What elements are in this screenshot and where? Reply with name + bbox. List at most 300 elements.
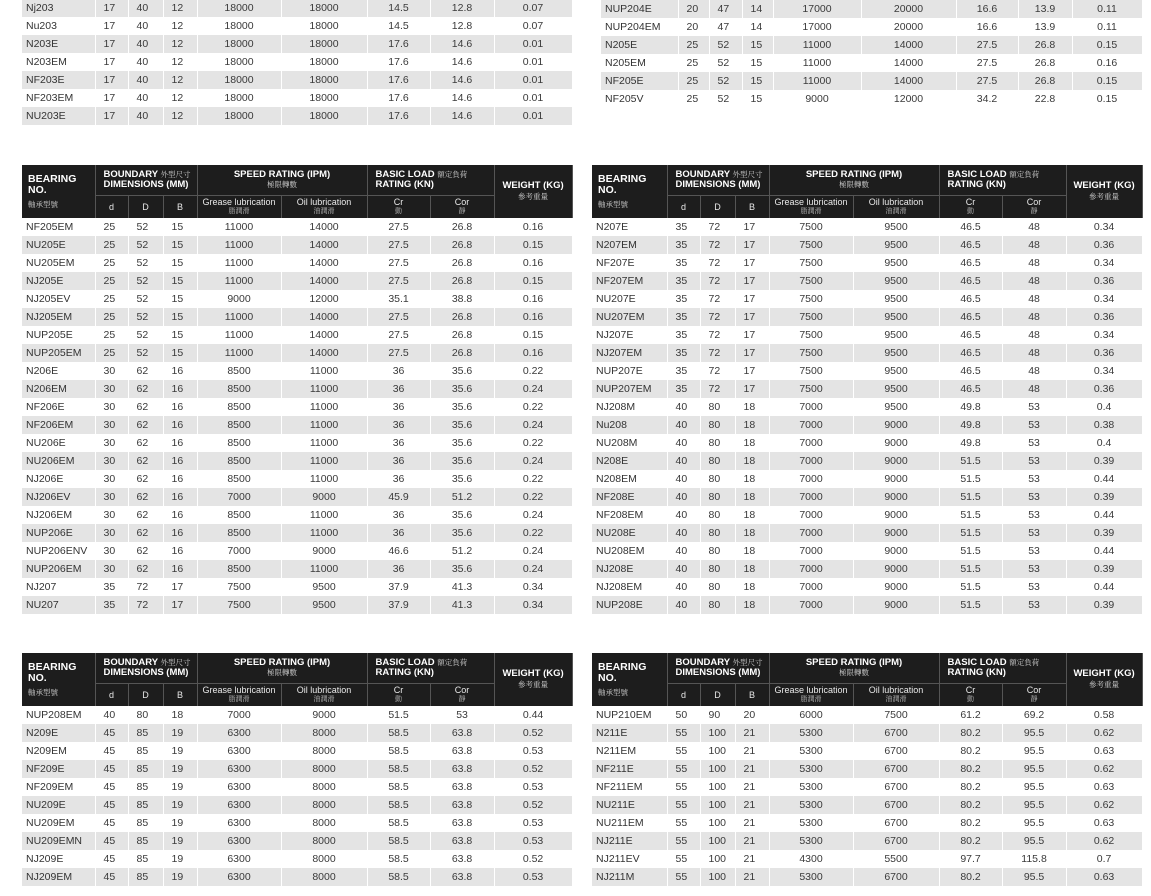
D-cell: 100 (700, 814, 735, 832)
cr-cell: 49.8 (939, 398, 1002, 416)
oil-speed-cell: 8000 (281, 814, 367, 832)
bearing-no-cell: NJ206EM (22, 506, 95, 524)
bearing-no-cell: NUP204E (601, 0, 678, 18)
cor-cell: 35.6 (430, 362, 494, 380)
d-cell: 25 (95, 290, 128, 308)
cor-cell: 12.8 (430, 17, 494, 35)
B-cell: 16 (163, 488, 197, 506)
cor-cell: 14.6 (430, 35, 494, 53)
bearing-no-cell: NF205EM (22, 218, 95, 236)
grease-speed-cell: 6300 (197, 850, 281, 868)
B-cell: 15 (163, 272, 197, 290)
weight-cell: 0.53 (494, 832, 572, 850)
table-row (592, 742, 1142, 760)
table-row (22, 706, 572, 724)
bearing-no-cell: NUP207EM (592, 380, 667, 398)
cr-cell: 17.6 (367, 107, 430, 125)
weight-cell: 0.15 (1072, 36, 1142, 54)
grease-speed-cell: 6000 (769, 706, 853, 724)
bearing-no-cell: NF211EM (592, 778, 667, 796)
B-cell: 17 (735, 380, 769, 398)
weight-cell: 0.36 (1066, 236, 1142, 254)
grease-speed-cell: 5300 (769, 832, 853, 850)
weight-cell: 0.39 (1066, 488, 1142, 506)
weight-cell: 0.01 (494, 35, 572, 53)
cor-cell: 14.6 (430, 53, 494, 71)
d-cell: 40 (667, 416, 700, 434)
d-cell: 30 (95, 434, 128, 452)
grease-speed-cell: 17000 (773, 18, 861, 36)
bearing-table-bottom-right (592, 653, 1143, 886)
weight-cell: 0.22 (494, 470, 572, 488)
bearing-no-cell: N203EM (22, 53, 95, 71)
bearing-no-cell: NU208E (592, 524, 667, 542)
grease-speed-cell: 6300 (197, 868, 281, 886)
D-cell: 80 (128, 706, 163, 724)
oil-speed-cell: 9500 (853, 380, 939, 398)
weight-cell: 0.53 (494, 814, 572, 832)
weight-cell: 0.52 (494, 760, 572, 778)
oil-speed-cell: 9500 (853, 362, 939, 380)
table-row (592, 578, 1142, 596)
D-cell: 47 (709, 18, 742, 36)
table-row (22, 760, 572, 778)
weight-cell: 0.24 (494, 416, 572, 434)
bearing-no-cell: NJ208E (592, 560, 667, 578)
d-cell: 35 (667, 254, 700, 272)
bearing-table-top-right (601, 0, 1143, 108)
bearing-no-cell: NU208M (592, 434, 667, 452)
col-d-header: d (95, 196, 128, 219)
oil-speed-cell: 9000 (281, 542, 367, 560)
bearing-table-top-left (22, 0, 573, 125)
bearing-no-cell: NU208EM (592, 542, 667, 560)
weight-cell: 0.07 (494, 0, 572, 17)
table-row (592, 344, 1142, 362)
grease-speed-cell: 11000 (773, 36, 861, 54)
weight-cell: 0.22 (494, 434, 572, 452)
table-row (601, 72, 1142, 90)
oil-speed-cell: 18000 (281, 0, 367, 17)
cr-cell: 46.5 (939, 326, 1002, 344)
cor-cell: 48 (1002, 380, 1066, 398)
bearing-no-cell: NU207EM (592, 308, 667, 326)
cr-cell: 51.5 (939, 452, 1002, 470)
d-cell: 30 (95, 560, 128, 578)
bearing-no-cell: N209E (22, 724, 95, 742)
table-header (22, 165, 572, 218)
table-row (592, 488, 1142, 506)
oil-speed-cell: 9000 (853, 452, 939, 470)
speed-rating-header: SPEED RATING (IPM) 極限轉數 (769, 653, 939, 684)
weight-cell: 0.01 (494, 89, 572, 107)
bearing-no-cell: NJ208EM (592, 578, 667, 596)
cor-cell: 63.8 (430, 742, 494, 760)
weight-cell: 0.16 (494, 218, 572, 236)
d-cell: 30 (95, 416, 128, 434)
oil-speed-cell: 14000 (281, 218, 367, 236)
D-cell: 52 (128, 218, 163, 236)
cor-cell: 14.6 (430, 107, 494, 125)
cr-cell: 58.5 (367, 724, 430, 742)
cr-cell: 36 (367, 470, 430, 488)
cor-cell: 53 (1002, 452, 1066, 470)
d-cell: 40 (667, 452, 700, 470)
weight-cell: 0.44 (1066, 506, 1142, 524)
d-cell: 25 (678, 72, 709, 90)
bearing-no-cell: NF207EM (592, 272, 667, 290)
B-cell: 18 (735, 416, 769, 434)
weight-cell: 0.22 (494, 362, 572, 380)
cor-cell: 48 (1002, 344, 1066, 362)
D-cell: 52 (709, 90, 742, 108)
oil-speed-cell: 11000 (281, 434, 367, 452)
oil-speed-cell: 18000 (281, 107, 367, 125)
grease-speed-cell: 7500 (769, 290, 853, 308)
cor-cell: 95.5 (1002, 742, 1066, 760)
d-cell: 45 (95, 778, 128, 796)
grease-speed-cell: 8500 (197, 416, 281, 434)
col-D-header: D (128, 196, 163, 219)
table-row (592, 724, 1142, 742)
cr-cell: 27.5 (956, 36, 1018, 54)
d-cell: 17 (95, 107, 128, 125)
D-cell: 40 (128, 53, 163, 71)
D-cell: 85 (128, 814, 163, 832)
bearing-no-cell: N205E (601, 36, 678, 54)
grease-speed-cell: 17000 (773, 0, 861, 18)
weight-cell: 0.36 (1066, 272, 1142, 290)
oil-speed-cell: 8000 (281, 832, 367, 850)
d-cell: 30 (95, 488, 128, 506)
oil-speed-cell: 18000 (281, 17, 367, 35)
oil-speed-cell: 6700 (853, 868, 939, 886)
oil-speed-cell: 9000 (853, 488, 939, 506)
oil-speed-cell: 12000 (861, 90, 956, 108)
D-cell: 62 (128, 362, 163, 380)
grease-speed-cell: 7500 (769, 380, 853, 398)
grease-speed-cell: 5300 (769, 814, 853, 832)
table-row (22, 742, 572, 760)
oil-speed-cell: 9000 (281, 488, 367, 506)
B-cell: 18 (735, 506, 769, 524)
table-row (22, 524, 572, 542)
weight-cell: 0.16 (1072, 54, 1142, 72)
table-row (592, 778, 1142, 796)
B-cell: 14 (742, 0, 773, 18)
weight-cell: 0.36 (1066, 308, 1142, 326)
cr-cell: 46.5 (939, 272, 1002, 290)
B-cell: 15 (163, 326, 197, 344)
basic-load-header: BASIC LOAD 額定負荷 RATING (KN) (367, 165, 494, 196)
oil-speed-cell: 14000 (861, 36, 956, 54)
weight-cell: 0.15 (494, 236, 572, 254)
cr-cell: 27.5 (956, 54, 1018, 72)
col-d-header: d (95, 684, 128, 707)
grease-speed-cell: 7500 (197, 596, 281, 614)
weight-cell: 0.52 (494, 850, 572, 868)
d-cell: 55 (667, 760, 700, 778)
cr-cell: 80.2 (939, 832, 1002, 850)
bearing-no-cell: NJ206EV (22, 488, 95, 506)
d-cell: 17 (95, 89, 128, 107)
cor-cell: 26.8 (430, 254, 494, 272)
table-row (592, 380, 1142, 398)
bearing-no-cell: N206EM (22, 380, 95, 398)
cr-cell: 58.5 (367, 778, 430, 796)
table-row (22, 796, 572, 814)
D-cell: 80 (700, 560, 735, 578)
B-cell: 18 (163, 706, 197, 724)
B-cell: 21 (735, 796, 769, 814)
grease-speed-cell: 11000 (197, 254, 281, 272)
weight-cell: 0.22 (494, 398, 572, 416)
d-cell: 55 (667, 868, 700, 886)
grease-speed-cell: 7000 (197, 542, 281, 560)
B-cell: 15 (163, 236, 197, 254)
D-cell: 100 (700, 724, 735, 742)
B-cell: 12 (163, 53, 197, 71)
D-cell: 80 (700, 578, 735, 596)
cr-cell: 37.9 (367, 596, 430, 614)
cor-cell: 35.6 (430, 470, 494, 488)
table-row (592, 760, 1142, 778)
d-cell: 35 (95, 578, 128, 596)
bearing-no-cell: NU207E (592, 290, 667, 308)
cor-cell: 48 (1002, 218, 1066, 236)
oil-speed-cell: 9500 (853, 290, 939, 308)
grease-speed-cell: 11000 (773, 54, 861, 72)
oil-speed-cell: 8000 (281, 868, 367, 886)
table-body (22, 0, 572, 125)
cor-cell: 63.8 (430, 832, 494, 850)
cr-cell: 36 (367, 452, 430, 470)
table-row (592, 452, 1142, 470)
oil-speed-cell: 9000 (853, 416, 939, 434)
table-row (601, 36, 1142, 54)
grease-speed-cell: 8500 (197, 362, 281, 380)
oil-speed-cell: 14000 (861, 72, 956, 90)
D-cell: 62 (128, 380, 163, 398)
cr-cell: 80.2 (939, 796, 1002, 814)
grease-speed-cell: 7000 (769, 488, 853, 506)
oil-speed-cell: 9000 (853, 470, 939, 488)
weight-cell: 0.01 (494, 71, 572, 89)
weight-cell: 0.34 (1066, 362, 1142, 380)
grease-speed-cell: 9000 (197, 290, 281, 308)
grease-speed-cell: 8500 (197, 524, 281, 542)
bearing-no-cell: N207E (592, 218, 667, 236)
B-cell: 18 (735, 542, 769, 560)
D-cell: 85 (128, 850, 163, 868)
d-cell: 45 (95, 814, 128, 832)
D-cell: 52 (128, 308, 163, 326)
grease-speed-cell: 11000 (197, 326, 281, 344)
oil-speed-cell: 14000 (861, 54, 956, 72)
grease-speed-cell: 6300 (197, 778, 281, 796)
D-cell: 85 (128, 742, 163, 760)
cr-cell: 14.5 (367, 0, 430, 17)
d-cell: 25 (678, 54, 709, 72)
cor-header: Cor 靜 (1002, 196, 1066, 219)
B-cell: 16 (163, 470, 197, 488)
cor-cell: 53 (1002, 488, 1066, 506)
weight-cell: 0.15 (494, 272, 572, 290)
table-header (592, 653, 1142, 706)
oil-speed-cell: 8000 (281, 796, 367, 814)
cr-cell: 36 (367, 524, 430, 542)
B-cell: 21 (735, 742, 769, 760)
bearing-no-cell: NJ205E (22, 272, 95, 290)
cor-cell: 26.8 (1018, 72, 1072, 90)
table-row (592, 796, 1142, 814)
cor-cell: 53 (1002, 596, 1066, 614)
cor-cell: 51.2 (430, 488, 494, 506)
oil-speed-cell: 8000 (281, 742, 367, 760)
grease-speed-cell: 18000 (197, 17, 281, 35)
weight-cell: 0.44 (1066, 542, 1142, 560)
grease-speed-cell: 8500 (197, 506, 281, 524)
cor-cell: 69.2 (1002, 706, 1066, 724)
cor-header: Cor 靜 (430, 684, 494, 707)
table-body (22, 706, 572, 886)
d-cell: 40 (667, 524, 700, 542)
cr-cell: 51.5 (939, 596, 1002, 614)
cr-cell: 80.2 (939, 814, 1002, 832)
B-cell: 12 (163, 71, 197, 89)
d-cell: 17 (95, 17, 128, 35)
D-cell: 62 (128, 488, 163, 506)
d-cell: 30 (95, 506, 128, 524)
B-cell: 16 (163, 416, 197, 434)
oil-speed-cell: 9000 (853, 506, 939, 524)
bearing-no-cell: N209EM (22, 742, 95, 760)
d-cell: 25 (678, 90, 709, 108)
cor-cell: 41.3 (430, 596, 494, 614)
grease-speed-cell: 11000 (197, 308, 281, 326)
table-row (22, 814, 572, 832)
boundary-dimensions-header: BOUNDARY 外型尺寸 DIMENSIONS (MM) (667, 653, 769, 684)
table-row (592, 398, 1142, 416)
bearing-no-cell: NJ206E (22, 470, 95, 488)
D-cell: 40 (128, 71, 163, 89)
col-B-header: B (735, 684, 769, 707)
oil-speed-cell: 9500 (853, 218, 939, 236)
D-cell: 72 (700, 362, 735, 380)
B-cell: 17 (163, 596, 197, 614)
B-cell: 19 (163, 868, 197, 886)
cr-cell: 46.5 (939, 380, 1002, 398)
table-header (592, 165, 1142, 218)
grease-speed-cell: 8500 (197, 470, 281, 488)
table-row (22, 724, 572, 742)
table-row (601, 18, 1142, 36)
cr-cell: 46.5 (939, 362, 1002, 380)
table-row (601, 0, 1142, 18)
cor-cell: 63.8 (430, 868, 494, 886)
cr-cell: 46.6 (367, 542, 430, 560)
table-body (592, 706, 1142, 886)
D-cell: 85 (128, 868, 163, 886)
d-cell: 40 (95, 706, 128, 724)
bearing-table-middle-right (592, 165, 1143, 614)
d-cell: 25 (95, 218, 128, 236)
bearing-no-cell: NF207E (592, 254, 667, 272)
weight-cell: 0.16 (494, 290, 572, 308)
table-row (22, 326, 572, 344)
bearing-no-cell: NUP204EM (601, 18, 678, 36)
D-cell: 62 (128, 416, 163, 434)
B-cell: 12 (163, 107, 197, 125)
basic-load-header: BASIC LOAD 額定負荷 RATING (KN) (939, 653, 1066, 684)
table-row (22, 542, 572, 560)
oil-speed-cell: 11000 (281, 470, 367, 488)
grease-speed-cell: 7000 (769, 470, 853, 488)
cor-cell: 26.8 (430, 218, 494, 236)
grease-speed-cell: 5300 (769, 724, 853, 742)
grease-speed-cell: 11000 (773, 72, 861, 90)
cor-cell: 53 (1002, 416, 1066, 434)
cr-cell: 27.5 (367, 254, 430, 272)
bearing-no-cell: NUP210EM (592, 706, 667, 724)
oil-speed-cell: 6700 (853, 724, 939, 742)
table-row (22, 416, 572, 434)
D-cell: 52 (128, 290, 163, 308)
oil-speed-cell: 18000 (281, 89, 367, 107)
d-cell: 40 (667, 560, 700, 578)
cor-cell: 95.5 (1002, 760, 1066, 778)
cr-cell: 36 (367, 434, 430, 452)
oil-lubrication-header: Oil lubrication 油潤滑 (853, 684, 939, 707)
grease-speed-cell: 8500 (197, 452, 281, 470)
d-cell: 40 (667, 470, 700, 488)
bearing-no-cell: NU206E (22, 434, 95, 452)
d-cell: 35 (667, 344, 700, 362)
B-cell: 15 (163, 290, 197, 308)
oil-speed-cell: 8000 (281, 778, 367, 796)
d-cell: 25 (95, 236, 128, 254)
D-cell: 52 (128, 236, 163, 254)
bearing-no-cell: NU209EMN (22, 832, 95, 850)
grease-speed-cell: 5300 (769, 868, 853, 886)
B-cell: 18 (735, 524, 769, 542)
d-cell: 20 (678, 18, 709, 36)
oil-speed-cell: 9000 (853, 596, 939, 614)
bearing-no-cell: NF206EM (22, 416, 95, 434)
d-cell: 40 (667, 542, 700, 560)
oil-speed-cell: 6700 (853, 796, 939, 814)
weight-cell: 0.16 (494, 344, 572, 362)
cr-cell: 51.5 (367, 706, 430, 724)
cor-cell: 41.3 (430, 578, 494, 596)
B-cell: 19 (163, 850, 197, 868)
table-body (22, 218, 572, 614)
cr-cell: 51.5 (939, 542, 1002, 560)
d-cell: 35 (667, 272, 700, 290)
cr-cell: 51.5 (939, 488, 1002, 506)
oil-speed-cell: 11000 (281, 560, 367, 578)
bearing-no-cell: NUP206ENV (22, 542, 95, 560)
cor-cell: 63.8 (430, 760, 494, 778)
D-cell: 100 (700, 742, 735, 760)
oil-speed-cell: 14000 (281, 326, 367, 344)
cor-cell: 53 (1002, 398, 1066, 416)
B-cell: 15 (742, 90, 773, 108)
cor-cell: 95.5 (1002, 724, 1066, 742)
B-cell: 12 (163, 35, 197, 53)
cor-cell: 35.6 (430, 524, 494, 542)
D-cell: 72 (700, 290, 735, 308)
